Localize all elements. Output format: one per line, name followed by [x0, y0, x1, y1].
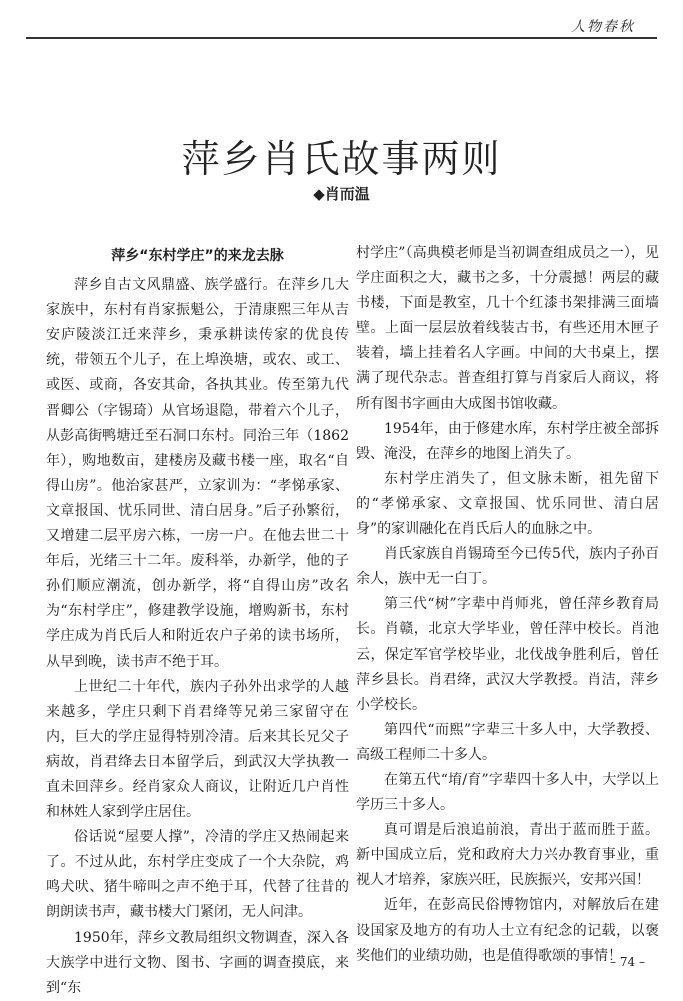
right-column [356, 241, 659, 969]
left-column [46, 244, 349, 1001]
paragraph: 在第五代“堉/育”字辈四十多人中，大学以上学历三十多人。 [356, 771, 659, 814]
paragraph: 第四代“而熙”字辈三十多人中，大学教授、高级工程师二十多人。 [356, 721, 659, 763]
paragraph-continuation: 村学庄”（高典模老师是当初调查组成员之一），见学庄面积之大，藏书之多，十分震撼！两层的藏书楼，下面是教室，几十个红漆书架排满三面墙壁。上面一层层放着线装古书，有些还用木匣子装着，墙上挂着名人字画。中间的大书桌上，摆满了现代杂志。普查组打算与肖家后人商议，将所有图书字画由大成图书馆收藏。 [356, 245, 659, 412]
paragraph: 1950年，萍乡文教局组织文物调查，深入各大族学中进行文物、图书、字画的调查摸底，来到“东 [46, 929, 349, 996]
paragraph: 东村学庄消失了，但文脉未断，祖先留下的“孝悌承家、文章报国、忧乐同世、清白居身”的家训融化在肖氏后人的血脉之中。 [356, 470, 659, 538]
section-heading: 萍乡“东村学庄”的来龙去脉 [111, 248, 284, 264]
paragraph: 1954年，由于修建水库，东村学庄被全部拆毁、淹没，在萍乡的地图上消失了。 [356, 420, 659, 462]
paragraph: 萍乡自古文风鼎盛、族学盛行。在萍乡几大家族中，东村有肖家振魁公，于清康熙三年从吉安庐陵淡江迁来萍乡，秉承耕读传家的优良传统，带领五个儿子，在上埠涣塘，或农、或工、或医、或商，各安其命，各执其业。传至第九代晋卿公（字锡琦）从官场退隐，带着六个儿子，从彭高街鸭塘迁至石洞口东村。同治三年（1862年），购地数亩，建楼房及藏书楼一座，取名“自得山房”。他治家甚严，立家训为：“孝悌承家、文章报国、忧乐同世、清白居身。”后子孙繁衍，又增建二层平房六栋，一房一户。在他去世二十年后，光绪三十二年。废科举，办新学，他的子孙们顺应潮流，创办新学，将“自得山房”改名为“东村学庄”，修建教学设施，增购新书，东村学庄成为肖氏后人和附近农户子弟的读书场所，从早到晚，读书声不绝于耳。 [46, 277, 349, 670]
paragraph: 真可谓是后浪追前浪，青出于蓝而胜于蓝。新中国成立后，党和政府大力兴办教育事业，重视人才培养，家族兴旺，民族振兴，安邦兴国！ [356, 822, 659, 889]
paragraph: 俗话说“屋要人撑”，冷清的学庄又热闹起来了。不过从此，东村学庄变成了一个大杂院，鸡鸣犬吠、猪牛啼叫之声不绝于耳，代替了往昔的朗朗读书声，藏书楼大门紧闭，无人问津。 [46, 829, 349, 921]
paragraph: 肖氏家族自肖锡琦至今已传5代，族内子孙百余人，族中无一白丁。 [356, 546, 659, 588]
article-author: ◆肖而温 [313, 185, 370, 203]
paragraph: 第三代“树”字辈中肖师兆，曾任萍乡教育局长。肖赣，北京大学毕业，曾任萍中校长。肖池云，保定军官学校毕业，北伐战争胜利后，曾任萍乡县长。肖君绛，武汉大学教授。肖洁，萍乡小学校长。 [356, 596, 659, 713]
header-rule [26, 37, 657, 39]
paragraph: 近年，在彭高民俗博物馆内，对解放后在建设国家及地方的有功人士立有纪念的记载，以褒奖他们的业绩功勋，也是值得歌颂的事情！ [356, 897, 659, 964]
section-label: 人物春秋 [571, 19, 635, 35]
page-number: – 74 – [610, 955, 645, 969]
article-title: 萍乡肖氏故事两则 [181, 137, 502, 181]
paragraph: 上世纪二十年代，族内子孙外出求学的人越来越多，学庄只剩下肖君绛等兄弟三家留守在内，巨大的学庄显得特别冷清。后来其长兄父子病故，肖君绛去日本留学后，到武汉大学执教一直未回萍乡。经肖家众人商议，让附近几户肖性和林姓人家到学庄居住。 [46, 678, 349, 821]
